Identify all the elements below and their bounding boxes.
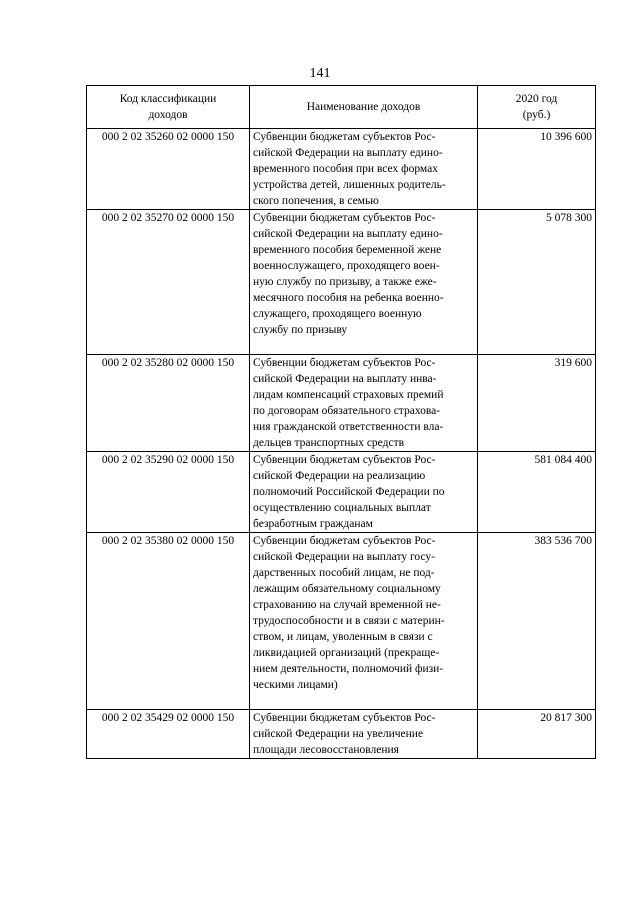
revenue-table [86,85,596,759]
row-name-line: сийской Федерации на выплату едино- [253,147,443,159]
row-name-line: Субвенции бюджетам субъектов Рос- [253,535,436,547]
row-name-line: ния гражданской ответственности вла- [253,421,444,433]
header-code-line: Код классификации [119,93,217,105]
table-row [87,355,596,452]
header-name: Наименование доходов [250,86,478,129]
row-name-line: ческими лицами) [253,679,338,691]
row-name-line: сийской Федерации на выплату едино- [253,228,443,240]
row-name-line: полномочий Российской Федерации по [253,486,445,498]
row-amount: 383 536 700 [478,533,596,710]
row-name [250,452,478,533]
row-code: 000 2 02 35280 02 0000 150 [87,355,250,452]
row-name-line: лежащим обязательному социальному [253,583,441,595]
row-amount: 319 600 [478,355,596,452]
row-name-line: сийской Федерации на выплату инва- [253,373,437,385]
row-name-spacer [253,693,474,709]
row-name-line: ством, и лицам, уволенным в связи с [253,631,433,643]
row-code: 000 2 02 35380 02 0000 150 [87,533,250,710]
row-name [250,710,478,759]
row-name [250,355,478,452]
header-amount-line: (руб.) [522,109,551,121]
row-name-line: временного пособия беременной жене [253,244,442,256]
row-name [250,210,478,355]
row-amount: 581 084 400 [478,452,596,533]
row-name-line: дарственных пособий лицам, не под- [253,567,435,579]
table-row [87,129,596,210]
row-name-line: временного пособия при всех формах [253,163,438,175]
row-name-line: трудоспособности и в связи с материн- [253,615,445,627]
row-name-line: ского попечения, в семью [253,195,379,207]
header-code [87,86,250,129]
row-code: 000 2 02 35290 02 0000 150 [87,452,250,533]
row-amount: 10 396 600 [478,129,596,210]
row-code: 000 2 02 35270 02 0000 150 [87,210,250,355]
row-name-line: Субвенции бюджетам субъектов Рос- [253,357,436,369]
table-row [87,533,596,710]
row-name-line: служащего, проходящего военную [253,308,422,320]
row-name-line: Субвенции бюджетам субъектов Рос- [253,712,436,724]
header-code-line: доходов [148,109,188,121]
row-name-line: сийской Федерации на выплату госу- [253,551,435,563]
header-amount-line: 2020 год [515,93,558,105]
table-header-row [87,86,596,129]
row-name-line: по договорам обязательного страхова- [253,405,441,417]
row-name-line: Субвенции бюджетам субъектов Рос- [253,212,436,224]
row-code: 000 2 02 35260 02 0000 150 [87,129,250,210]
row-name-line: осуществлению социальных выплат [253,502,431,514]
row-name-line: сийской Федерации на увеличение [253,728,424,740]
row-amount: 20 817 300 [478,710,596,759]
row-name-spacer [253,338,474,354]
row-name-line: площади лесовосстановления [253,744,399,756]
row-name-line: нием деятельности, полномочий физи- [253,663,444,675]
row-name-line: ликвидацией организаций (прекраще- [253,647,440,659]
row-name [250,533,478,710]
header-amount [478,86,596,129]
row-name-line: дельцев транспортных средств [253,437,405,449]
row-name-line: устройства детей, лишенных родитель- [253,179,446,191]
page-number: 141 [309,66,331,81]
table-row [87,710,596,759]
table-row [87,452,596,533]
row-name-line: лидам компенсаций страховых премий [253,389,444,401]
row-name-line: службу по призыву [253,324,348,336]
row-name-line: страхованию на случай временной не- [253,599,441,611]
row-amount: 5 078 300 [478,210,596,355]
row-name-line: безработным гражданам [253,518,373,530]
row-name-line: сийской Федерации на реализацию [253,470,426,482]
row-name-line: месячного пособия на ребенка военно- [253,292,444,304]
row-name-line: Субвенции бюджетам субъектов Рос- [253,131,436,143]
row-name [250,129,478,210]
row-name-line: Субвенции бюджетам субъектов Рос- [253,454,436,466]
row-code: 000 2 02 35429 02 0000 150 [87,710,250,759]
row-name-line: ную службу по призыву, а также еже- [253,276,437,288]
table-row [87,210,596,355]
row-name-line: военнослужащего, проходящего воен- [253,260,440,272]
